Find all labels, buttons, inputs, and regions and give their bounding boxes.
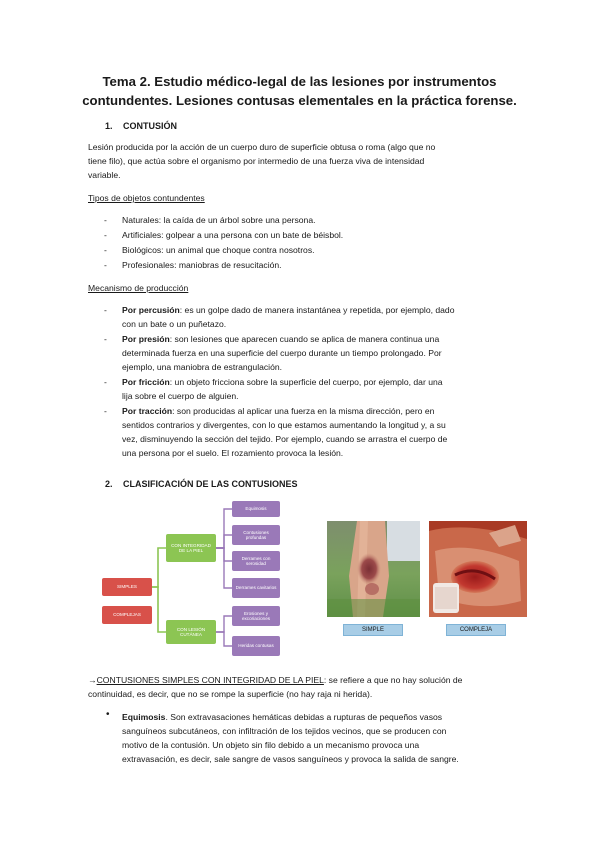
dash: -	[104, 245, 107, 255]
tipo-item	[104, 228, 343, 242]
mecanismo-item	[104, 303, 455, 317]
mecanismo-term: Por presión	[122, 334, 170, 344]
tipo-text: Naturales: la caída de un árbol sobre una persona.	[122, 215, 316, 225]
hand-wound-image	[429, 521, 527, 617]
mecanismo-text: : un objeto fricciona sobre la superficie del cuerpo, por ejemplo, dar una	[169, 377, 443, 387]
mecanismo-text: una persona por el suelo. El rozamiento provoca la lesión.	[122, 448, 344, 458]
tipo-text: Biológicos: un animal que choque contra nosotros.	[122, 245, 315, 255]
arrow-icon: →	[88, 675, 97, 685]
title-line-2: contundentes. Lesiones contusas elementales en la práctica forense.	[82, 93, 517, 108]
equimosis-box: Equimosis	[232, 501, 280, 517]
definition-line-3: variable.	[88, 170, 121, 180]
erosiones-box: Erosiones y excoriaciones	[232, 606, 280, 626]
mecanismo-item	[104, 404, 434, 418]
tipos-heading: Tipos de objetos contundentes	[88, 193, 205, 203]
equimosis-line-3: motivo de la contusión. Un objeto sin filo debido a un mecanismo provoca una	[122, 740, 420, 750]
section-1-number: 1.	[105, 121, 113, 131]
derrames-serosidad-box: Derrames con serosidad	[232, 551, 280, 571]
equimosis-line-2: sanguíneos subcutáneos, con infiltración de los tejidos vecinos, que se producen con	[122, 726, 447, 736]
definition-line-2: tiene filo), que actúa sobre el organismo por intermedio de una fuerza viva de intensidad	[88, 156, 425, 166]
simple-contusion-photo	[327, 521, 420, 617]
mecanismo-item	[104, 332, 439, 346]
mecanismo-term: Por percusión	[122, 305, 180, 315]
con-integridad-box: CON INTEGRIDAD DE LA PIEL	[166, 534, 216, 562]
equimosis-line-4: extravasación, es decir, sale sangre de vasos sanguíneos y provoca la salida de sangre.	[122, 754, 459, 764]
tipo-item	[104, 258, 282, 272]
dash: -	[104, 334, 107, 344]
dash: -	[104, 215, 107, 225]
mecanismo-item	[104, 375, 443, 389]
subheading-text: : se refiere a que no hay solución de	[323, 675, 463, 685]
simples-box: SIMPLES	[102, 578, 152, 596]
dash: -	[104, 230, 107, 240]
section-2-number: 2.	[105, 479, 113, 489]
contusiones-profundas-box: Contusiones profundas	[232, 525, 280, 545]
classification-diagram	[102, 500, 282, 660]
equimosis-line-1	[122, 710, 442, 724]
mecanismo-term: Por tracción	[122, 406, 173, 416]
mecanismo-text: : son producidas al aplicar una fuerza en la misma dirección, pero en	[172, 406, 435, 416]
tipo-item	[104, 213, 316, 227]
section-1-heading	[105, 121, 177, 131]
subheading-title: CONTUSIONES SIMPLES CON INTEGRIDAD DE LA PIEL	[96, 675, 324, 685]
simples-subheading	[88, 673, 462, 687]
derrames-cavitarios-box: Derrames cavitarios	[232, 578, 280, 598]
mecanismo-text: : son lesiones que aparecen cuando se aplica de manera continua una	[169, 334, 440, 344]
dash: -	[104, 260, 107, 270]
definition-line-1: Lesión producida por la acción de un cuerpo duro de superficie obtusa o roma (algo que no	[88, 142, 436, 152]
mecanismo-text: determinada fuerza en una superficie del cuerpo durante un tiempo prolongado. Por	[122, 348, 442, 358]
section-2-title: CLASIFICACIÓN DE LAS CONTUSIONES	[123, 479, 298, 489]
mecanismo-text: sentidos contrarios y divergentes, con lo que estamos aumentando la longitud y, a su	[122, 420, 446, 430]
dash: -	[104, 406, 107, 416]
dash: -	[104, 305, 107, 315]
equimosis-term: Equimosis	[122, 712, 166, 722]
title-line-1: Tema 2. Estudio médico-legal de las lesiones por instrumentos	[102, 74, 497, 89]
mecanismo-heading: Mecanismo de producción	[88, 283, 189, 293]
tipo-text: Profesionales: maniobras de resucitación.	[122, 260, 282, 270]
section-1-title: CONTUSIÓN	[123, 121, 177, 131]
mecanismo-text: ejemplo, una maniobra de estrangulación.	[122, 362, 283, 372]
heridas-box: Heridas contusas	[232, 636, 280, 656]
compleja-contusion-photo	[429, 521, 527, 617]
page-title	[60, 72, 539, 110]
compleja-caption: COMPLEJA	[446, 624, 506, 636]
mecanismo-text: : es un golpe dado de manera instantánea y repetida, por ejemplo, dado	[179, 305, 455, 315]
equimosis-text: . Son extravasaciones hemáticas debidas a rupturas de pequeños vasos	[165, 712, 443, 722]
mecanismo-text: vez, disminuyendo la sección del tejido. Por ejemplo, cuando se arrastra el cuerpo de	[122, 434, 448, 444]
subheading-text-line-2: continuidad, es decir, que no se rompe la superficie (no hay raja ni herida).	[88, 689, 373, 699]
section-2-heading	[105, 479, 298, 489]
mecanismo-term: Por fricción	[122, 377, 170, 387]
tipo-text: Artificiales: golpear a una persona con un bate de béisbol.	[122, 230, 344, 240]
simple-caption: SIMPLE	[343, 624, 403, 636]
tipo-item	[104, 243, 315, 257]
dash: -	[104, 377, 107, 387]
bullet-icon: •	[106, 709, 110, 720]
leg-bruise-image	[327, 521, 420, 617]
mecanismo-text: lija sobre el cuerpo de alguien.	[122, 391, 239, 401]
mecanismo-text: con un bate o un puñetazo.	[122, 319, 227, 329]
complejas-box: COMPLEJAS	[102, 606, 152, 624]
con-lesion-box: CON LESIÓN CUTÁNEA	[166, 620, 216, 644]
